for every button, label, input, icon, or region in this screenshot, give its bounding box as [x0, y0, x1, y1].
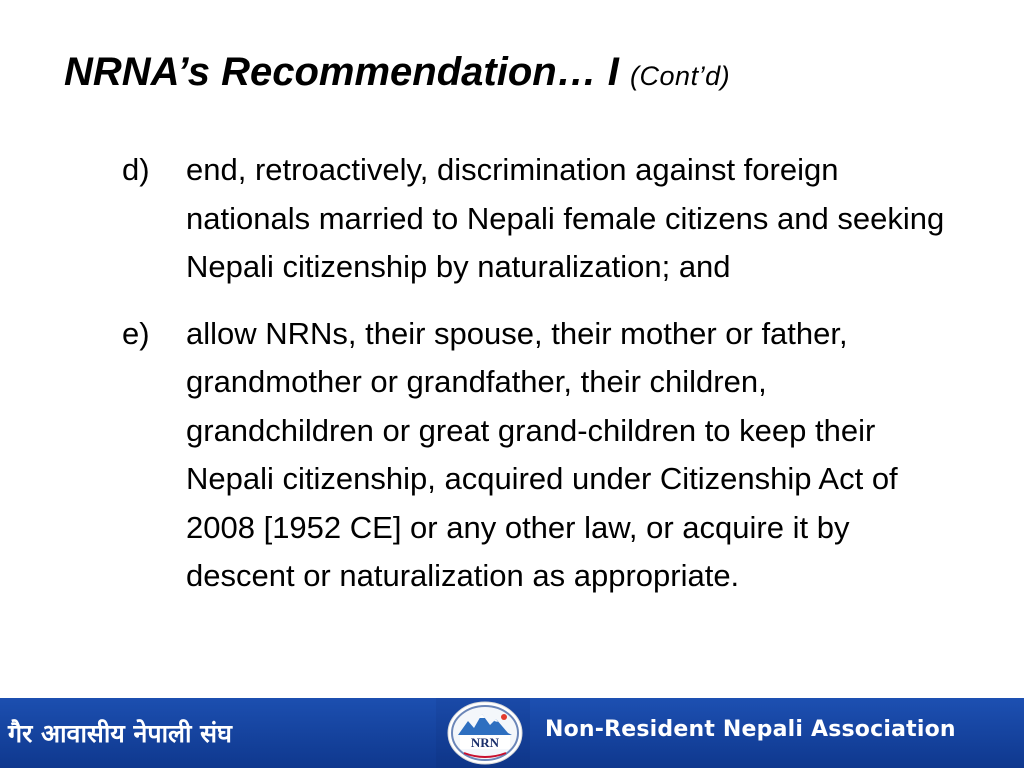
list-item: [122, 310, 962, 601]
list-item-text: allow NRNs, their spouse, their mother or father, grandmother or grandfather, their children, grandchildren or great grand-children to keep their Nepali citizenship, acquired under Citizenship Act of 2008 [1952 CE] or any other law, or acquire it by descent or naturalization as appropriate.: [186, 315, 898, 593]
list-item-marker: e): [122, 315, 150, 351]
slide-title: [64, 50, 730, 94]
nrn-logo-icon: [446, 701, 524, 765]
slide-title-main: NRNA’s Recommendation… I: [64, 50, 619, 94]
footer-nepali-name: गैर आवासीय नेपाली संघ: [8, 719, 232, 748]
slide-title-suffix: (Cont’d): [630, 61, 731, 91]
list-item: [122, 146, 962, 292]
footer-org-name: Non-Resident Nepali Association: [545, 717, 956, 742]
footer-nepali-panel: [0, 698, 436, 768]
list-item-text: end, retroactively, discrimination against foreign nationals married to Nepali female citizens and seeking Nepali citizenship by naturalization; and: [186, 152, 945, 284]
logo-text: NRN: [470, 735, 500, 750]
footer-banner: [0, 698, 1024, 768]
list-item-marker: d): [122, 152, 150, 187]
recommendation-list: [122, 146, 962, 619]
